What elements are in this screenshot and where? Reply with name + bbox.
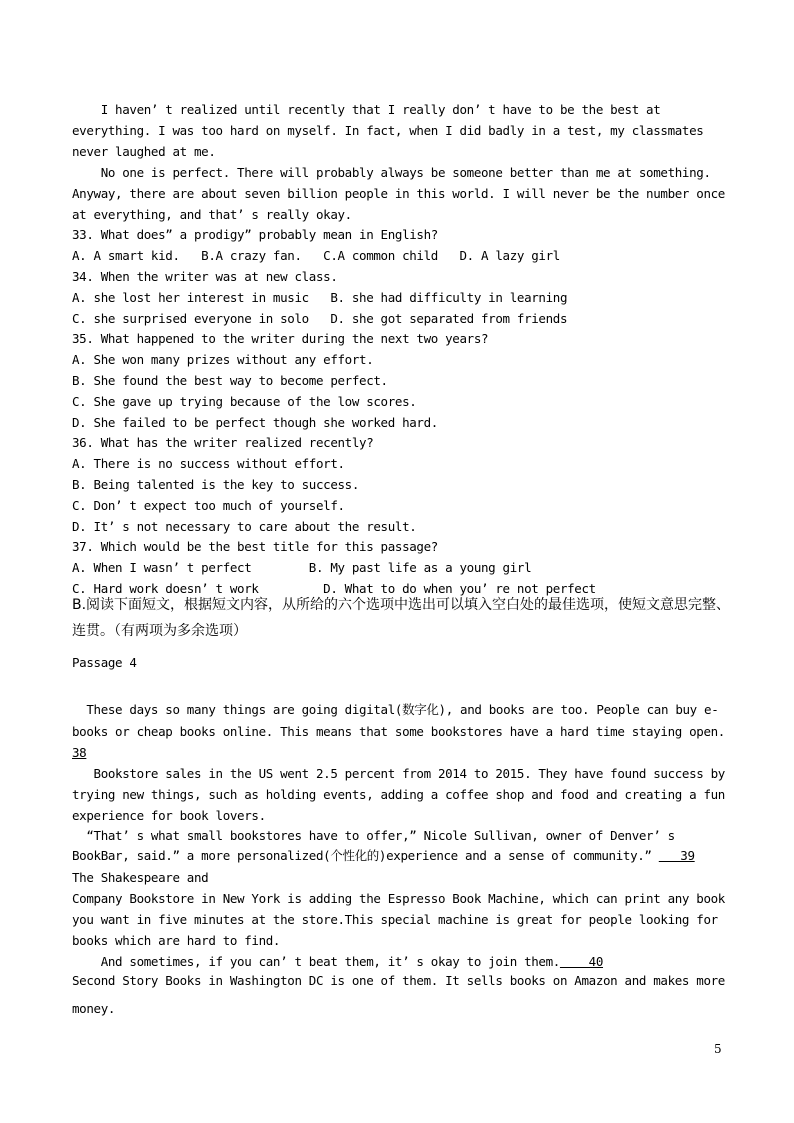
question-option: D. It’ s not necessary to care about the result. — [72, 519, 417, 534]
blank-38: 38 — [72, 745, 87, 760]
passage-title: Passage 4 — [72, 655, 137, 670]
paragraph-text: And sometimes, if you can’ t beat them, it’ s okay to join them. — [72, 954, 560, 969]
question-stem: 36. What has the writer realized recently? — [72, 435, 374, 450]
paragraph-line: “That’ s what small bookstores have to offer,” Nicole Sullivan, owner of Denver’ s — [72, 828, 675, 843]
question-options: C. Hard work doesn’ t work D. What to do when you’ re not perfect — [72, 581, 596, 596]
question-option: C. She gave up trying because of the low scores. — [72, 394, 417, 409]
question-option: D. She failed to be perfect though she worked hard. — [72, 415, 438, 430]
question-options: C. she surprised everyone in solo D. she got separated from friends — [72, 311, 568, 326]
blank-39: 39 — [658, 848, 695, 863]
section-instruction: 连贯。（有两项为多余选项） — [72, 623, 247, 639]
paragraph-line: The Shakespeare and — [72, 870, 209, 885]
question-stem: 33. What does” a prodigy” probably mean in English? — [72, 227, 438, 242]
question-options: A. A smart kid. B.A crazy fan. C.A common child D. A lazy girl — [72, 248, 560, 263]
paragraph-line: Second Story Books in Washington DC is one of them. It sells books on Amazon and makes more — [72, 973, 725, 988]
paragraph-line: you want in five minutes at the store.This special machine is great for people looking for — [72, 912, 718, 927]
section-instruction: B.阅读下面短文，根据短文内容，从所给的六个选项中选出可以填入空白处的最佳选项，使短文意思完整、 — [72, 597, 731, 613]
paragraph-line: No one is perfect. There will probably always be someone better than me at something. — [72, 165, 711, 180]
question-options: A. she lost her interest in music B. she had difficulty in learning — [72, 290, 568, 305]
page-number: 5 — [714, 1042, 722, 1056]
paragraph-line: I haven’ t realized until recently that I really don’ t have to be the best at — [72, 102, 661, 117]
question-stem: 34. When the writer was at new class. — [72, 269, 338, 284]
paragraph-line — [72, 848, 695, 864]
paragraph-line: books which are hard to find. — [72, 933, 281, 948]
question-option: A. There is no success without effort. — [72, 456, 345, 471]
blank-40: 40 — [559, 954, 604, 969]
question-stem: 35. What happened to the writer during the next two years? — [72, 331, 489, 346]
question-option: C. Don’ t expect too much of yourself. — [72, 498, 345, 513]
paragraph-line: Anyway, there are about seven billion people in this world. I will never be the number once — [72, 186, 725, 201]
paragraph-line: books or cheap books online. This means that some bookstores have a hard time staying open. — [72, 724, 725, 739]
paragraph-line: money. — [72, 1001, 116, 1016]
paragraph-line: never laughed at me. — [72, 144, 216, 159]
question-options: A. When I wasn’ t perfect B. My past life as a young girl — [72, 560, 532, 575]
question-stem: 37. Which would be the best title for this passage? — [72, 539, 438, 554]
paragraph-line: experience for book lovers. — [72, 808, 266, 823]
paragraph-text: BookBar, said.” a more personalized(个性化的)experience and a sense of community.” — [72, 848, 659, 863]
paragraph-line: These days so many things are going digital(数字化), and books are too. People can buy e- — [72, 702, 719, 717]
question-option: A. She won many prizes without any effort. — [72, 352, 374, 367]
paragraph-line: at everything, and that’ s really okay. — [72, 207, 352, 222]
paragraph-line: trying new things, such as holding events, adding a coffee shop and food and creating a fun — [72, 787, 725, 802]
paragraph-line: Company Bookstore in New York is adding the Espresso Book Machine, which can print any book — [72, 891, 725, 906]
paragraph-line: everything. I was too hard on myself. In fact, when I did badly in a test, my classmates — [72, 123, 704, 138]
question-option: B. She found the best way to become perfect. — [72, 373, 388, 388]
paragraph-line — [72, 954, 603, 970]
question-option: B. Being talented is the key to success. — [72, 477, 360, 492]
paragraph-line: Bookstore sales in the US went 2.5 percent from 2014 to 2015. They have found success by — [72, 766, 725, 781]
